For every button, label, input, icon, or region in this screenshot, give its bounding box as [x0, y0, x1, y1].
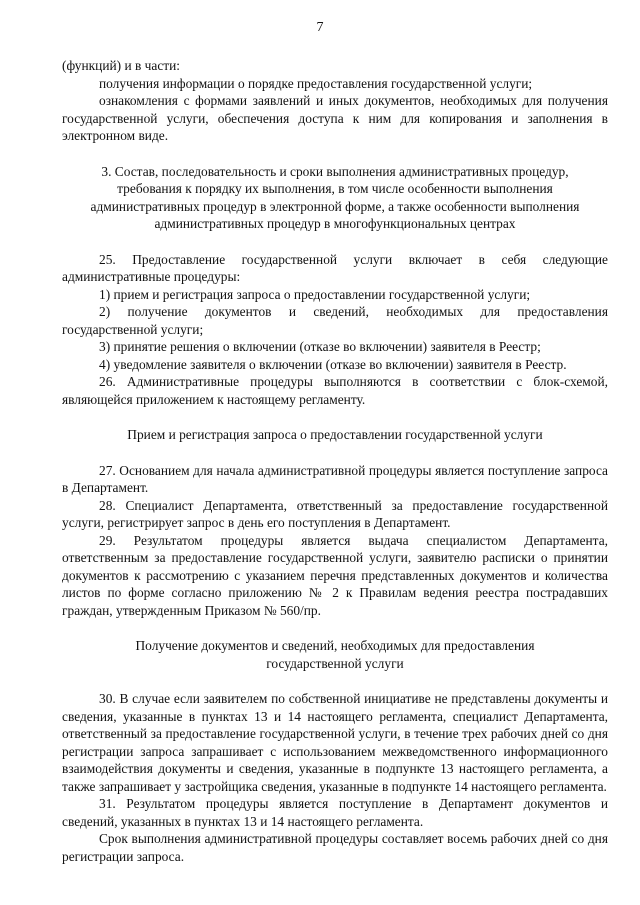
section-3-heading-line: административных процедур в многофункциональных центрах [154, 216, 516, 231]
section-3-heading-line: требования к порядку их выполнения, в том числе особенности выполнения [117, 181, 553, 196]
procedure-list-item: 4) уведомление заявителя о включении (отказе во включении) заявителя в Реестр. [99, 356, 567, 372]
documents-heading [62, 637, 608, 672]
paragraph-28: 28. Специалист Департамента, ответственный за предоставление государственной услуги, регистрирует запрос в день его поступления в Департамент. [62, 497, 608, 530]
paragraph-26: 26. Административные процедуры выполняются в соответствии с блок-схемой, являющейся приложением к настоящему регламенту. [62, 374, 608, 407]
procedure-list-item: 1) прием и регистрация запроса о предоставлении государственной услуги; [99, 286, 531, 302]
paragraph-29: 29. Результатом процедуры является выдача специалистом Департамента, ответственным за предоставление государственной услуги, заявителю расписки о принятии документов к рассмотрению с указанием перечня представленных документов и количества листов по форме согласно приложению № 2 к Правилам ведения реестра пострадавших граждан, утвержденным Приказом № 560/пр. [62, 532, 608, 618]
paragraph-25: 25. Предоставление государственной услуги включает в себя следующие административные процедуры: [62, 251, 608, 284]
procedure-list-item: 3) принятие решения о включении (отказе во включении) заявителя в Реестр; [99, 339, 541, 354]
paragraph-31: 31. Результатом процедуры является поступление в Департамент документов и сведений, указанных в пунктах 13 и 14 настоящего регламента. [62, 796, 608, 829]
intro-item-information: получения информации о порядке предоставления государственной услуги; [99, 75, 533, 91]
section-3-heading [62, 163, 608, 233]
paragraph-term: Срок выполнения административной процедуры составляет восемь рабочих дней со дня регистрации запроса. [62, 831, 608, 864]
section-3-heading-line: административных процедур в электронной форме, а также особенности выполнения [90, 198, 580, 214]
intro-lead: (функций) и в части: [62, 58, 181, 73]
reception-heading: Прием и регистрация запроса о предоставлении государственной услуги [127, 427, 543, 442]
intro-item-forms: ознакомления с формами заявлений и иных документов, необходимых для получения государственной услуги, обеспечения доступа к ним для копирования и заполнения в электронном виде. [62, 93, 608, 143]
page-number: 7 [316, 20, 324, 35]
procedure-list-item: 2) получение документов и сведений, необходимых для предоставления государственной услуги; [62, 304, 608, 337]
paragraph-30: 30. В случае если заявителем по собственной инициативе не представлены документы и сведения, указанные в пунктах 13 и 14 настоящего регламента, специалист Департамента, ответственный за предоставление государственной услуги, в течение трех рабочих дней со дня регистрации запроса запрашивает с использованием межведомственного информационного взаимодействия документы и сведения, указанные в подпункте 13 настоящего регламента, а также запрашивает у застройщика сведения, указанные в подпункте 14 настоящего регламента. [62, 691, 608, 794]
documents-heading-line: государственной услуги [266, 655, 404, 671]
documents-heading-line: Получение документов и сведений, необходимых для предоставления [135, 638, 535, 653]
paragraph-27: 27. Основанием для начала административной процедуры является поступление запроса в Департамент. [62, 462, 608, 495]
section-3-heading-line: 3. Состав, последовательность и сроки выполнения административных процедур, [101, 163, 569, 179]
page-content [62, 57, 608, 865]
